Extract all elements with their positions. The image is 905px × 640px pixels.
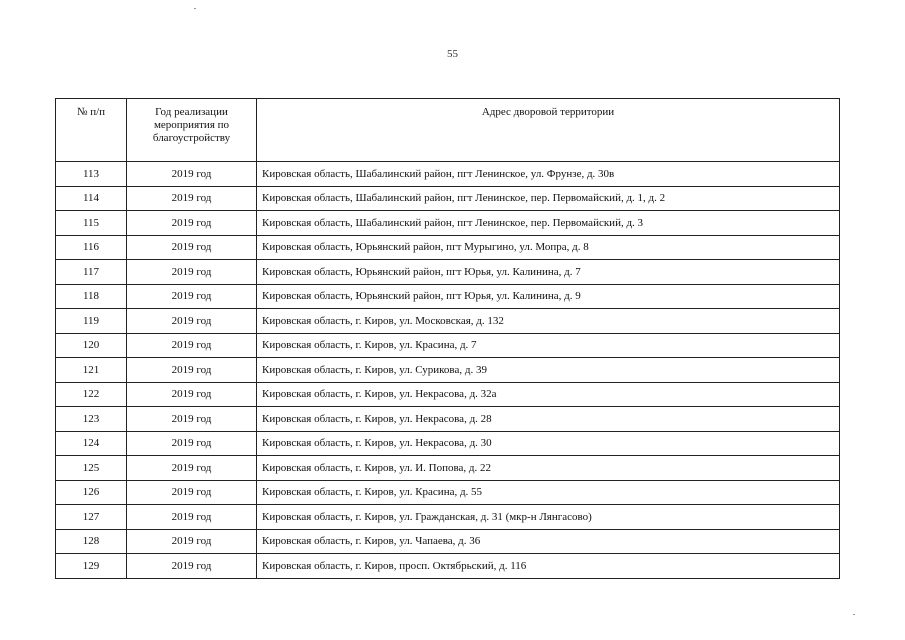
row-address: Кировская область, г. Киров, ул. Сурикова, д. 39: [257, 358, 840, 383]
row-address: Кировская область, Юрьянский район, пгт Юрья, ул. Калинина, д. 7: [257, 260, 840, 285]
table-row: [56, 554, 840, 579]
row-address: Кировская область, г. Киров, просп. Октябрьский, д. 116: [257, 554, 840, 579]
row-year: 2019 год: [127, 235, 257, 260]
header-num: № п/п: [56, 99, 127, 162]
row-number: 117: [56, 260, 127, 285]
row-year: 2019 год: [127, 358, 257, 383]
table-row: [56, 456, 840, 481]
row-year: 2019 год: [127, 480, 257, 505]
row-number: 121: [56, 358, 127, 383]
row-year: 2019 год: [127, 284, 257, 309]
row-year: 2019 год: [127, 529, 257, 554]
row-address: Кировская область, г. Киров, ул. Московская, д. 132: [257, 309, 840, 334]
row-number: 124: [56, 431, 127, 456]
row-year: 2019 год: [127, 382, 257, 407]
row-address: Кировская область, Юрьянский район, пгт Мурыгино, ул. Мопра, д. 8: [257, 235, 840, 260]
row-number: 118: [56, 284, 127, 309]
scan-speck: [853, 614, 855, 615]
table-body: [56, 162, 840, 579]
row-number: 129: [56, 554, 127, 579]
table-row: [56, 480, 840, 505]
row-year: 2019 год: [127, 554, 257, 579]
header-address: Адрес дворовой территории: [257, 99, 840, 162]
row-number: 120: [56, 333, 127, 358]
scan-speck: [194, 8, 196, 9]
table-row: [56, 284, 840, 309]
row-address: Кировская область, г. Киров, ул. И. Попова, д. 22: [257, 456, 840, 481]
row-number: 119: [56, 309, 127, 334]
row-year: 2019 год: [127, 431, 257, 456]
table-row: [56, 382, 840, 407]
page-number: 55: [447, 48, 458, 60]
row-address: Кировская область, г. Киров, ул. Красина, д. 7: [257, 333, 840, 358]
table-row: [56, 505, 840, 530]
row-number: 115: [56, 211, 127, 236]
row-number: 116: [56, 235, 127, 260]
row-number: 126: [56, 480, 127, 505]
row-number: 125: [56, 456, 127, 481]
row-number: 123: [56, 407, 127, 432]
row-address: Кировская область, Юрьянский район, пгт Юрья, ул. Калинина, д. 9: [257, 284, 840, 309]
row-address: Кировская область, г. Киров, ул. Гражданская, д. 31 (мкр-н Лянгасово): [257, 505, 840, 530]
table-row: [56, 235, 840, 260]
row-address: Кировская область, г. Киров, ул. Красина, д. 55: [257, 480, 840, 505]
table-header-row: [56, 99, 840, 162]
table-row: [56, 358, 840, 383]
row-address: Кировская область, Шабалинский район, пгт Ленинское, пер. Первомайский, д. 1, д. 2: [257, 186, 840, 211]
row-year: 2019 год: [127, 260, 257, 285]
row-year: 2019 год: [127, 407, 257, 432]
table-row: [56, 529, 840, 554]
row-year: 2019 год: [127, 333, 257, 358]
table-row: [56, 186, 840, 211]
row-address: Кировская область, г. Киров, ул. Чапаева, д. 36: [257, 529, 840, 554]
header-year: Год реализации мероприятия по благоустройству: [127, 99, 257, 162]
row-year: 2019 год: [127, 505, 257, 530]
row-year: 2019 год: [127, 186, 257, 211]
row-number: 127: [56, 505, 127, 530]
row-number: 114: [56, 186, 127, 211]
row-address: Кировская область, г. Киров, ул. Некрасова, д. 28: [257, 407, 840, 432]
table-row: [56, 431, 840, 456]
row-year: 2019 год: [127, 211, 257, 236]
table-row: [56, 309, 840, 334]
addresses-table: [55, 98, 840, 579]
row-number: 128: [56, 529, 127, 554]
row-address: Кировская область, г. Киров, ул. Некрасова, д. 32а: [257, 382, 840, 407]
row-year: 2019 год: [127, 456, 257, 481]
table-row: [56, 211, 840, 236]
row-address: Кировская область, Шабалинский район, пгт Ленинское, ул. Фрунзе, д. 30в: [257, 162, 840, 187]
table-row: [56, 162, 840, 187]
row-year: 2019 год: [127, 162, 257, 187]
row-number: 122: [56, 382, 127, 407]
table-row: [56, 407, 840, 432]
row-address: Кировская область, Шабалинский район, пгт Ленинское, пер. Первомайский, д. 3: [257, 211, 840, 236]
table-row: [56, 260, 840, 285]
table-row: [56, 333, 840, 358]
row-year: 2019 год: [127, 309, 257, 334]
row-address: Кировская область, г. Киров, ул. Некрасова, д. 30: [257, 431, 840, 456]
row-number: 113: [56, 162, 127, 187]
